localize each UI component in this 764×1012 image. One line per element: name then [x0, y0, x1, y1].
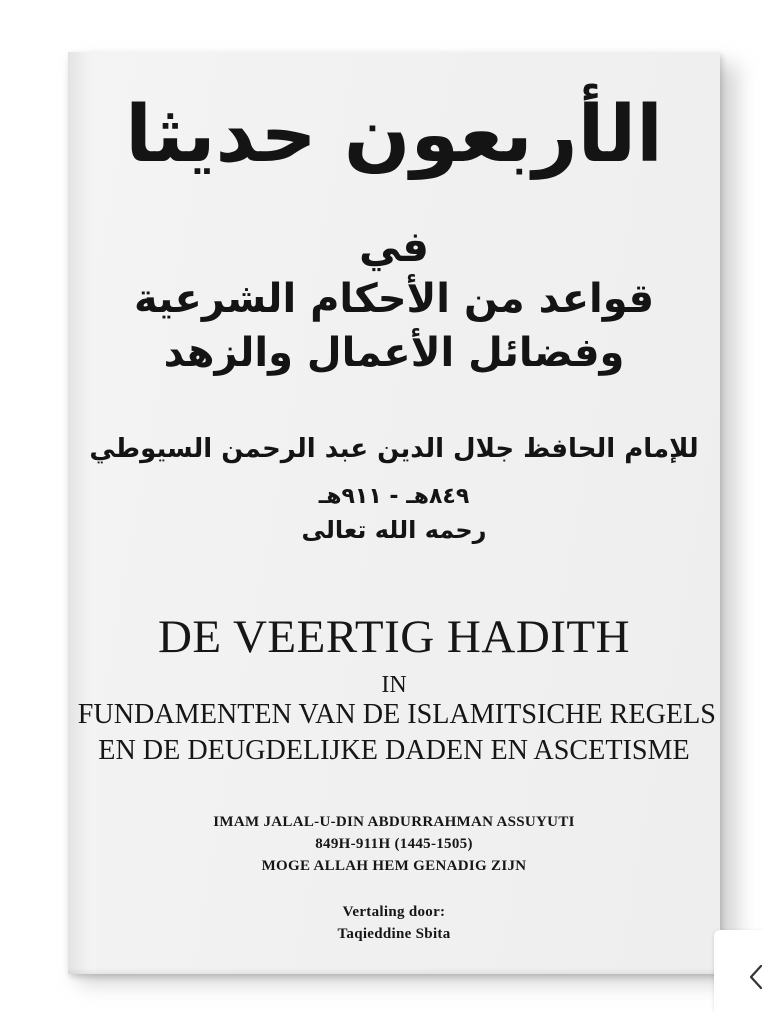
arabic-mercy: رحمه الله تعالى: [301, 516, 487, 544]
arabic-author: للإمام الحافظ جلال الدين عبد الرحمن السيوطي: [89, 434, 699, 464]
arabic-subtitle-line1: قواعد من الأحكام الشرعية: [133, 276, 655, 322]
english-title: DE VEERTIG HADITH: [157, 611, 631, 663]
arabic-title: الأربعون حديثا: [125, 90, 663, 180]
arabic-fi: في: [359, 222, 429, 271]
english-dates: 849H-911H (1445-1505): [315, 836, 473, 852]
arabic-dates: ٨٤٩هـ - ٩١١هـ: [318, 484, 470, 509]
arabic-subtitle-line2: وفضائل الأعمال والزهد: [163, 330, 625, 376]
english-in: IN: [381, 672, 407, 698]
previous-image-button[interactable]: [714, 930, 764, 1012]
translation-label: Vertaling door:: [342, 904, 446, 920]
english-subtitle-line2: EN DE DEUGDELIJKE DADEN EN ASCETISME: [98, 734, 690, 766]
chevron-left-icon: [748, 964, 764, 990]
english-author: IMAM JALAL-U-DIN ABDURRAHMAN ASSUYUTI: [213, 814, 575, 830]
english-subtitle-line1: FUNDAMENTEN VAN DE ISLAMITSICHE REGELS: [77, 698, 716, 730]
book-bottom-edge: [68, 968, 720, 974]
book-cover: [68, 52, 720, 974]
english-mercy: MOGE ALLAH HEM GENADIG ZIJN: [261, 858, 527, 874]
translator-name: Taqieddine Sbita: [337, 926, 451, 942]
